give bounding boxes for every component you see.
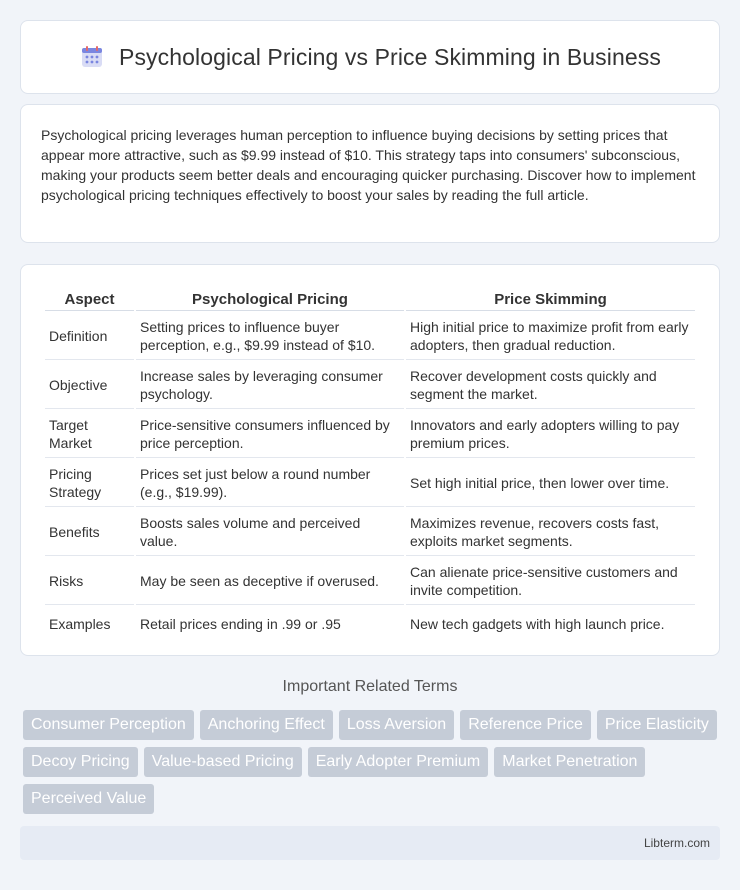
tag-price-elasticity[interactable]: Price Elasticity: [597, 710, 717, 740]
table-row: [45, 411, 695, 458]
tag-perceived-value[interactable]: Perceived Value: [23, 784, 154, 814]
intro-text: Psychological pricing leverages human perception to influence buying decisions by setting prices that appear more attractive, such as $9.99 instead of $10. This strategy taps into consumers' subconscious, making your products seem better deals and encouraging quicker purchasing. Discover how to implement psychological pricing techniques effectively to boost your sales by reading the full article.: [41, 127, 696, 203]
table-row: [45, 460, 695, 507]
calendar-grid-icon: [79, 44, 105, 70]
comparison-card: [20, 264, 720, 656]
skimming-cell: Set high initial price, then lower over time.: [406, 460, 695, 507]
psychological-cell: Prices set just below a round number (e.g., $19.99).: [136, 460, 404, 507]
tag-market-penetration[interactable]: Market Penetration: [494, 747, 645, 777]
related-terms-list: [20, 710, 720, 814]
skimming-cell: Innovators and early adopters willing to pay premium prices.: [406, 411, 695, 458]
intro-card: [20, 104, 720, 243]
header-psychological-pricing: Psychological Pricing: [136, 289, 404, 311]
tag-reference-price[interactable]: Reference Price: [460, 710, 591, 740]
aspect-cell: Definition: [45, 313, 134, 360]
psychological-cell: Boosts sales volume and perceived value.: [136, 509, 404, 556]
tag-decoy-pricing[interactable]: Decoy Pricing: [23, 747, 138, 777]
table-row: [45, 362, 695, 409]
psychological-cell: May be seen as deceptive if overused.: [136, 558, 404, 605]
tag-anchoring-effect[interactable]: Anchoring Effect: [200, 710, 333, 740]
skimming-cell: New tech gadgets with high launch price.: [410, 616, 665, 632]
aspect-cell: Risks: [45, 558, 134, 605]
aspect-cell: Target Market: [45, 411, 134, 458]
aspect-cell: Objective: [45, 362, 134, 409]
title-card: [20, 20, 720, 94]
table-row: [45, 313, 695, 360]
footer: [20, 826, 720, 860]
aspect-cell: Benefits: [45, 509, 134, 556]
skimming-cell: High initial price to maximize profit from early adopters, then gradual reduction.: [406, 313, 695, 360]
psychological-cell: Setting prices to influence buyer perception, e.g., $9.99 instead of $10.: [136, 313, 404, 360]
psychological-cell: Increase sales by leveraging consumer psychology.: [136, 362, 404, 409]
table-row: [45, 607, 695, 641]
table-header-row: [45, 289, 695, 311]
table-row: [45, 558, 695, 605]
table-row: [45, 509, 695, 556]
footer-brand-link[interactable]: Libterm.com: [643, 836, 710, 850]
skimming-cell: Recover development costs quickly and segment the market.: [406, 362, 695, 409]
skimming-cell: Can alienate price-sensitive customers and invite competition.: [406, 558, 695, 605]
page-title: Psychological Pricing vs Price Skimming in Business: [119, 43, 661, 70]
comparison-table: [43, 287, 697, 643]
aspect-cell: Examples: [49, 616, 111, 632]
psychological-cell: Price-sensitive consumers influenced by price perception.: [136, 411, 404, 458]
header-price-skimming: Price Skimming: [406, 289, 695, 311]
psychological-cell: Retail prices ending in .99 or .95: [140, 616, 341, 632]
aspect-cell: Pricing Strategy: [45, 460, 134, 507]
header-aspect: Aspect: [45, 289, 134, 311]
related-terms-title: Important Related Terms: [282, 678, 458, 695]
skimming-cell: Maximizes revenue, recovers costs fast, exploits market segments.: [406, 509, 695, 556]
tag-value-based-pricing[interactable]: Value-based Pricing: [144, 747, 302, 777]
tag-consumer-perception[interactable]: Consumer Perception: [23, 710, 194, 740]
tag-early-adopter-premium[interactable]: Early Adopter Premium: [308, 747, 489, 777]
tag-loss-aversion[interactable]: Loss Aversion: [339, 710, 454, 740]
